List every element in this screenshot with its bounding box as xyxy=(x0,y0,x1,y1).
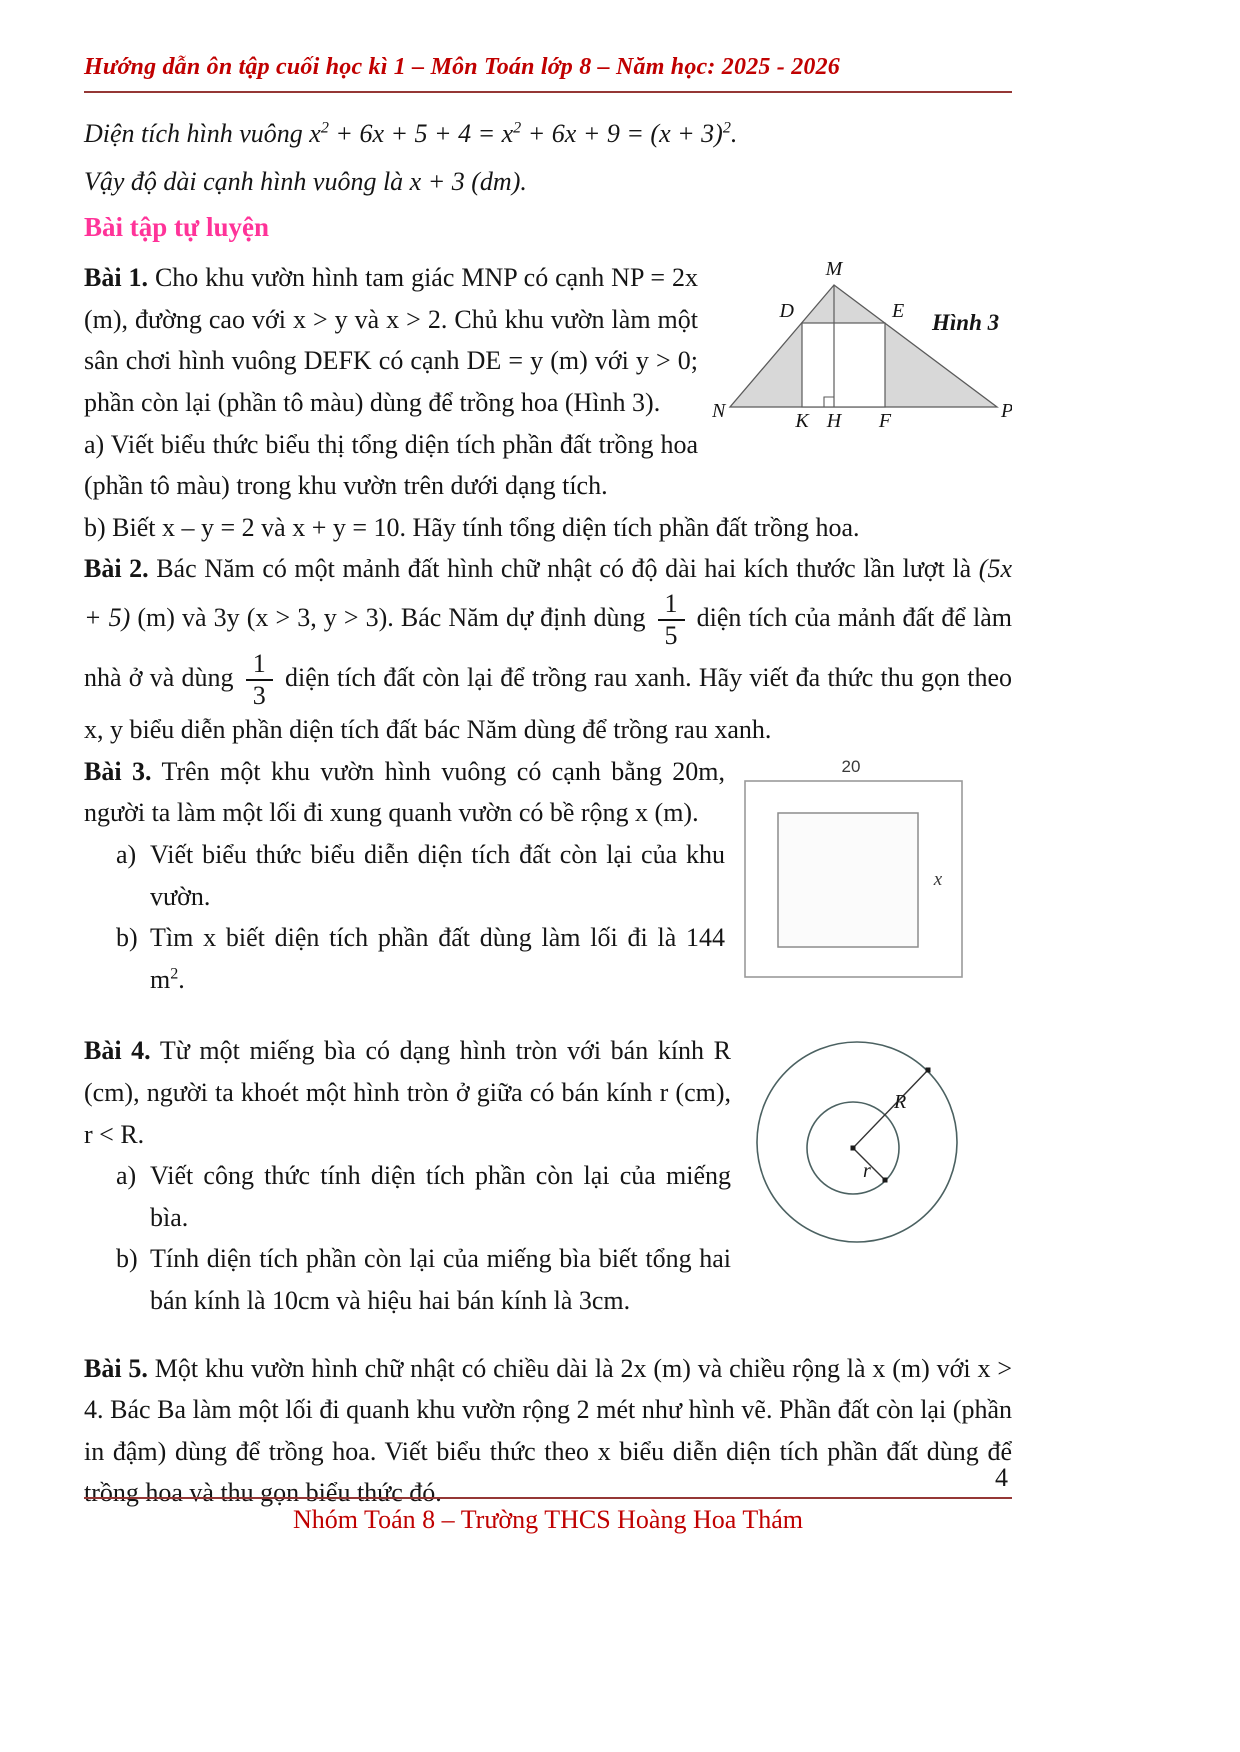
ex4-label: Bài 4. xyxy=(84,1036,151,1066)
fraction-one-third xyxy=(246,650,273,710)
ex3-text: Trên một khu vườn hình vuông có cạnh bằng 20m, người ta làm một lối đi xung quanh vườn có bề rộng x (m). xyxy=(84,756,726,828)
center-dot xyxy=(851,1146,856,1151)
label-F: F xyxy=(878,410,892,432)
label-r: r xyxy=(863,1160,871,1183)
item-letter-b: b) xyxy=(116,1244,138,1274)
sentence-end: . xyxy=(178,964,185,994)
ex3-item-b-text: Tìm x biết diện tích phần đất dùng làm lối đi là 144 m xyxy=(150,923,725,994)
ex1-item-a: a) Viết biểu thức biểu thị tổng diện tích phần đất trồng hoa (phần tô màu) trong khu vườn trên dưới dạng tích. xyxy=(84,429,698,501)
label-K: K xyxy=(795,410,809,432)
ex1-figure xyxy=(712,259,1012,444)
ex1-text: Cho khu vườn hình tam giác MNP có cạnh NP = 2x (m), đường cao với x > y và x > 2. Chủ khu vườn làm một sân chơi hình vuông DEFK có cạnh DE = y (m) với y > 0; phần còn lại (phần tô màu) dùng để trồng hoa (Hình 3). xyxy=(84,263,698,418)
fraction-denominator: 3 xyxy=(246,679,273,709)
label-N: N xyxy=(712,400,726,423)
ex4-figure xyxy=(753,1036,967,1263)
label-E: E xyxy=(892,300,905,323)
math-exponent: 2 xyxy=(513,119,522,137)
ex4-text: Từ một miếng bìa có dạng hình tròn với bán kính R (cm), người ta khoét một hình tròn ở giữa có bán kính r (cm), r < R. xyxy=(84,1036,732,1149)
header-rule xyxy=(84,91,1012,93)
ex4-paragraph xyxy=(84,1030,1012,1183)
item-letter-a: a) xyxy=(116,840,137,869)
ex4-item-a-text: Viết công thức tính diện tích phần còn lại của miếng bìa. xyxy=(150,1161,731,1232)
triangle-mnp-figure xyxy=(712,259,1012,431)
ex2-text-3: diện tích của mảnh đất để làm nhà ở và dùng xyxy=(84,602,1013,692)
item-letter-a: a) xyxy=(116,1161,137,1191)
solution-1-prefix: Diện tích hình vuông xyxy=(84,119,310,148)
page-footer xyxy=(84,1462,1012,1535)
footer-text: Nhóm Toán 8 – Trường THCS Hoàng Hoa Thám xyxy=(293,1505,803,1535)
fraction-numerator: 1 xyxy=(252,648,266,678)
math-term: + 6x + 9 = (x + 3) xyxy=(521,119,723,148)
math-term: + 6x + 5 + 4 = x xyxy=(328,119,514,148)
math-term: x xyxy=(309,119,321,148)
outer-radius-endpoint-dot xyxy=(926,1068,931,1073)
square-meter-exponent: 2 xyxy=(170,965,179,983)
fraction-numerator: 1 xyxy=(664,589,678,619)
square-garden-figure xyxy=(741,757,966,981)
ex3-figure xyxy=(741,757,966,994)
annulus-figure xyxy=(753,1036,967,1250)
square-defk-shape xyxy=(802,323,885,407)
footer-rule xyxy=(84,1497,1012,1499)
ex4-item-b-text: Tính diện tích phần còn lại của miếng bìa biết tổng hai bán kính là 10cm và hiệu hai bán kính là 3cm. xyxy=(150,1244,731,1315)
ex1-paragraph xyxy=(84,257,1012,432)
math-exponent: 2 xyxy=(722,119,731,137)
ex5-label: Bài 5. xyxy=(84,1353,148,1383)
fraction-denominator: 5 xyxy=(658,619,685,649)
label-H: H xyxy=(826,410,842,432)
solution-line-1 xyxy=(84,113,1012,155)
item-letter-b: b) xyxy=(116,923,138,953)
inner-square-shape xyxy=(778,813,918,947)
label-x: x xyxy=(933,868,943,890)
inner-radius-endpoint-dot xyxy=(883,1178,888,1183)
ex2-paragraph xyxy=(84,548,1012,750)
page-content xyxy=(84,54,1012,1514)
sentence-end: . xyxy=(730,119,738,148)
solution-line-2: Vậy độ dài cạnh hình vuông là x + 3 (dm). xyxy=(84,166,527,196)
ex3-label: Bài 3. xyxy=(84,756,152,786)
ex5-text: Một khu vườn hình chữ nhật có chiều dài là 2x (m) và chiều rộng là x (m) với x > 4. Bác Ba làm một lối đi quanh khu vườn rộng 2 mét như hình vẽ. Phần đất còn lại (phần in đậm) dùng để trồng hoa. Viết biểu thức theo x biểu diễn diện tích phần đất dùng để trồng hoa và thu gọn biểu thức đó. xyxy=(84,1353,1012,1508)
radius-R-line xyxy=(853,1070,928,1148)
math-exponent: 2 xyxy=(320,119,329,137)
ex2-text-2: (m) và 3y (x > 3, y > 3). Bác Năm dự định dùng xyxy=(130,602,653,632)
page-header-title: Hướng dẫn ôn tập cuối học kì 1 – Môn Toán lớp 8 – Năm học: 2025 - 2026 xyxy=(84,54,840,80)
fraction-one-fifth xyxy=(658,590,685,650)
ex2-math-expression: (5x + 5) xyxy=(84,554,1012,632)
figure-caption: Hình 3 xyxy=(932,310,1000,336)
label-D: D xyxy=(779,300,794,323)
label-M: M xyxy=(825,259,843,281)
label-P: P xyxy=(1001,400,1012,423)
page-number: 4 xyxy=(995,1463,1008,1492)
section-heading: Bài tập tự luyện xyxy=(84,212,269,243)
label-R: R xyxy=(894,1091,907,1114)
ex2-text-4: diện tích đất còn lại để trồng rau xanh. Hãy viết đa thức thu gọn theo x, y biểu diễn phần diện tích đất bác Năm dùng để trồng rau xanh. xyxy=(84,662,1012,745)
ex2-label: Bài 2. xyxy=(84,554,149,584)
ex1-label: Bài 1. xyxy=(84,263,149,293)
ex1-item-b: b) Biết x – y = 2 và x + y = 10. Hãy tính tổng diện tích phần đất trồng hoa. xyxy=(84,512,860,542)
label-20: 20 xyxy=(841,756,861,776)
ex3-item-a-text: Viết biểu thức biểu diễn diện tích đất còn lại của khu vườn. xyxy=(150,840,725,911)
ex2-text-1: Bác Năm có một mảnh đất hình chữ nhật có độ dài hai kích thước lần lượt là xyxy=(156,554,979,584)
